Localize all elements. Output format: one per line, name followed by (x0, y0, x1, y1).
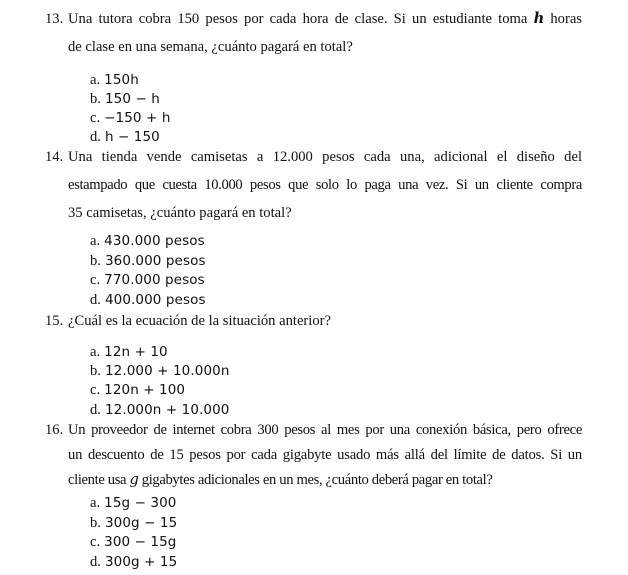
question-text-line: ¿Cuál es la ecuación de la situación anterior? (68, 313, 331, 329)
question-number: 13. (45, 11, 64, 27)
question-text-line: de clase en una semana, ¿cuánto pagará en total? (68, 39, 353, 55)
option-value: 150h (104, 72, 139, 88)
option-value: −150 + h (104, 110, 171, 126)
question-text-line: estampado que cuesta 10.000 pesos que solo lo paga una vez. Si un cliente compra (68, 177, 582, 193)
option-label: a. (90, 72, 101, 88)
option-value: 15g − 300 (104, 495, 177, 511)
question-text-line: un descuento de 15 pesos por cada gigabyte usado más allá del límite de datos. Si un (68, 447, 582, 463)
option-label: b. (90, 363, 101, 379)
option-label: b. (90, 91, 101, 107)
question-text-line (68, 10, 582, 28)
option-value: 150 − h (104, 91, 160, 107)
option-value: 770.000 pesos (104, 272, 205, 288)
question-number: 16. (45, 422, 64, 438)
option-value: h − 150 (104, 129, 160, 145)
option-label: c. (90, 534, 101, 550)
option-value: 12.000n + 10.000 (104, 402, 230, 418)
option-c (90, 271, 205, 290)
option-value: 12.000 + 10.000n (104, 363, 230, 379)
question-text-line: Una tienda vende camisetas a 12.000 pesos cada una, adicional el diseño del (68, 149, 582, 165)
option-label: d. (90, 554, 101, 570)
option-a (90, 494, 176, 513)
option-value: 360.000 pesos (104, 253, 206, 269)
question-text-line: 35 camisetas, ¿cuánto pagará en total? (68, 205, 292, 221)
option-b (90, 514, 177, 533)
question-text: horas (544, 11, 582, 27)
option-b (90, 252, 206, 271)
option-d (90, 553, 177, 572)
option-c (90, 109, 170, 128)
option-label: b. (90, 515, 101, 531)
question-number: 14. (45, 149, 64, 165)
question-number: 15. (45, 313, 64, 329)
option-label: d. (90, 129, 101, 145)
variable-h: h (533, 10, 545, 27)
option-value: 300 − 15g (104, 534, 177, 550)
option-a (90, 232, 205, 251)
option-label: b. (90, 253, 101, 269)
option-label: d. (90, 402, 101, 418)
question-text-line (68, 471, 582, 489)
option-a (90, 71, 139, 90)
option-d (90, 128, 160, 147)
option-b (90, 90, 160, 109)
option-c (90, 533, 176, 552)
option-a (90, 343, 168, 362)
option-label: a. (90, 233, 101, 249)
question-text: cliente usa (68, 472, 130, 488)
option-label: d. (90, 292, 101, 308)
option-value: 400.000 pesos (104, 292, 206, 308)
option-value: 120n + 100 (104, 382, 186, 398)
question-text-line: Un proveedor de internet cobra 300 pesos al mes por una conexión básica, pero ofrece (68, 422, 582, 438)
option-label: a. (90, 495, 101, 511)
question-text: gigabytes adicionales en un mes, ¿cuánto deberá pagar en total? (138, 472, 493, 488)
option-d (90, 291, 206, 310)
option-value: 300g − 15 (104, 515, 178, 531)
option-label: c. (90, 272, 101, 288)
option-value: 300g + 15 (104, 554, 178, 570)
option-b (90, 362, 229, 381)
option-c (90, 381, 185, 400)
option-value: 430.000 pesos (104, 233, 205, 249)
option-value: 12n + 10 (104, 344, 168, 360)
option-label: a. (90, 344, 101, 360)
option-label: c. (90, 110, 101, 126)
option-d (90, 401, 229, 420)
question-text: Una tutora cobra 150 pesos por cada hora de clase. Si un estudiante toma (68, 11, 534, 27)
option-label: c. (90, 382, 101, 398)
variable-g: g (129, 471, 139, 488)
